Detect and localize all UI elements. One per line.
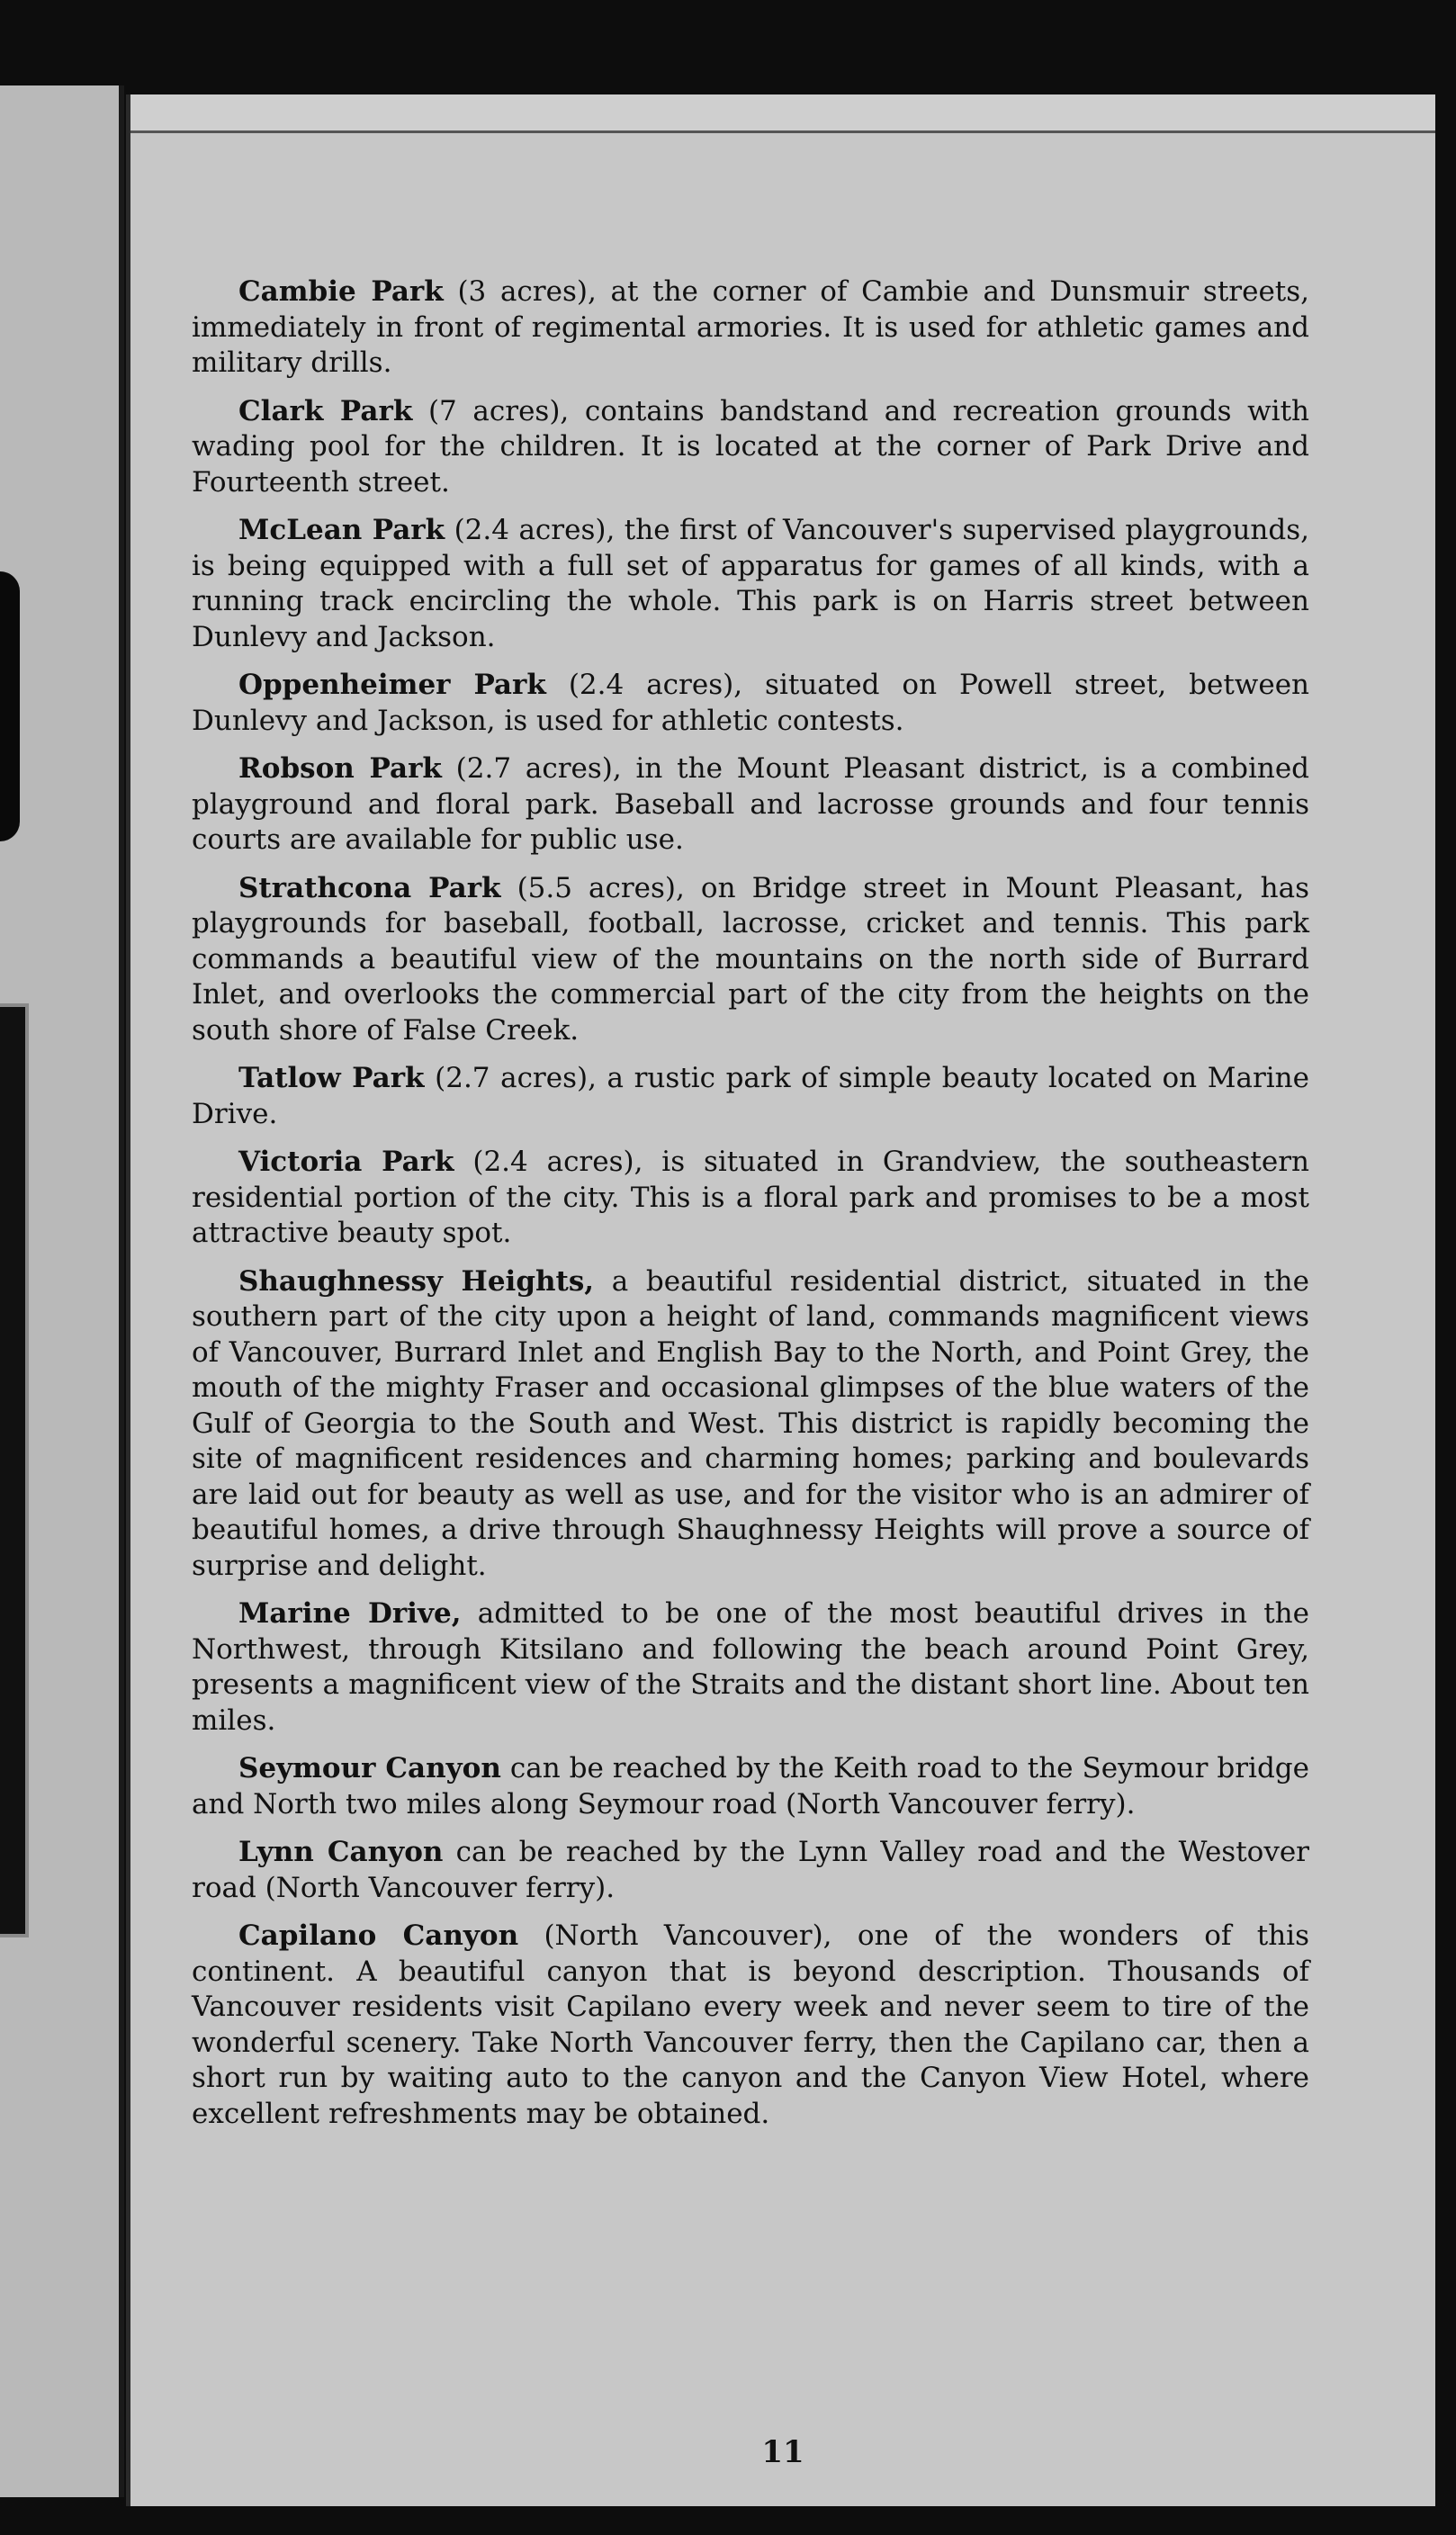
page-number: 11 — [761, 2434, 804, 2470]
paragraph-capilano-canyon — [192, 1919, 1309, 2132]
park-description: (2.7 acres), in the Mount Pleasant district, is a combined playground and floral park. Baseball and lacrosse grounds and four tennis courts are available for public use. — [192, 752, 1310, 856]
canyon-description: can be reached by the Lynn Valley road and the Westover road (North Vancouver ferry). — [192, 1836, 1309, 1904]
park-name: Clark Park — [238, 394, 413, 427]
park-description: (2.4 acres), is situated in Grandview, the southeastern residential portion of the city. This is a floral park and promises to be a most attractive beauty spot. — [192, 1146, 1309, 1249]
paragraph-clark-park — [192, 394, 1309, 501]
park-name: Strathcona Park — [238, 871, 501, 904]
paragraph-victoria-park — [192, 1145, 1309, 1252]
canyon-name: Capilano Canyon — [238, 1919, 519, 1952]
park-name: Cambie Park — [238, 275, 444, 308]
park-description: (3 acres), at the corner of Cambie and Dunsmuir streets, immediately in front of regimental armories. It is used for athletic games and military drills. — [192, 275, 1310, 379]
document-page — [126, 94, 1435, 2506]
district-description: a beautiful residential district, situated in the southern part of the city upon a height of land, commands magnificent views of Vancouver, Burrard Inlet and English Bay to the North, and Point Grey, the mouth of the mighty Fraser and occasional glimpses of the blue waters of the Gulf of Georgia to the South and West. This district is rapidly becoming the site of magnificent residences and charming homes; parking and boulevards are laid out for beauty as well as use, and for the visitor who is an admirer of beautiful homes, a drive through Shaughnessy Heights will prove a source of surprise and delight. — [192, 1264, 1309, 1582]
park-description: (5.5 acres), on Bridge street in Mount Pleasant, has playgrounds for baseball, football, lacrosse, cricket and tennis. This park commands a beautiful view of the mountains on the north side of Burrard Inlet, and overlooks the commercial part of the city from the heights on the south shore of False Creek. — [192, 871, 1309, 1047]
park-name: Tatlow Park — [238, 1062, 425, 1094]
paragraph-tatlow-park — [192, 1061, 1309, 1132]
paragraph-cambie-park — [192, 274, 1309, 382]
paragraph-marine-drive — [192, 1596, 1309, 1739]
park-name: Robson Park — [238, 752, 442, 785]
paragraph-seymour-canyon — [192, 1751, 1309, 1822]
drive-description: admitted to be one of the most beautiful drives in the Northwest, through Kitsilano and following the beach around Point Grey, presents a magnificent view of the Straits and the distant short line. About ten miles. — [192, 1597, 1309, 1737]
left-page-tab — [0, 1003, 29, 1937]
district-name: Shaughnessy Heights, — [238, 1264, 595, 1298]
left-page-mark — [0, 571, 20, 841]
park-description: (2.7 acres), a rustic park of simple beauty located on Marine Drive. — [192, 1062, 1309, 1130]
drive-name: Marine Drive, — [238, 1597, 462, 1630]
park-description: (7 acres), contains bandstand and recreation grounds with wading pool for the children. It is located at the corner of Park Drive and Fourteenth street. — [192, 394, 1310, 499]
canyon-name: Lynn Canyon — [238, 1836, 444, 1868]
park-name: Victoria Park — [238, 1146, 454, 1178]
paragraph-robson-park — [192, 751, 1309, 858]
paragraph-lynn-canyon — [192, 1835, 1309, 1906]
left-page-edge — [0, 85, 124, 2497]
park-description: (2.4 acres), situated on Powell street, between Dunlevy and Jackson, is used for athletic contests. — [192, 669, 1310, 737]
page-top-border — [130, 94, 1435, 133]
park-description: (2.4 acres), the first of Vancouver's supervised playgrounds, is being equipped with a full set of apparatus for games of all kinds, with a running track encircling the whole. This park is on Harris street between Dunlevy and Jackson. — [192, 514, 1309, 653]
canyon-description: can be reached by the Keith road to the Seymour bridge and North two miles along Seymour road (North Vancouver ferry). — [192, 1752, 1309, 1820]
canyon-name: Seymour Canyon — [238, 1752, 501, 1784]
paragraph-oppenheimer-park — [192, 668, 1309, 739]
paragraph-shaughnessy-heights — [192, 1264, 1309, 1585]
page-content — [192, 274, 1309, 2144]
park-name: McLean Park — [238, 514, 445, 546]
canyon-description: (North Vancouver), one of the wonders of this continent. A beautiful canyon that is beyond description. Thousands of Vancouver residents visit Capilano every week and never seem to tire of the wonderful scenery. Take North Vancouver ferry, then the Capilano car, then a short run by waiting auto to the canyon and the Canyon View Hotel, where excellent refreshments may be obtained. — [192, 1919, 1309, 2130]
paragraph-mclean-park — [192, 513, 1309, 655]
paragraph-strathcona-park — [192, 871, 1309, 1049]
park-name: Oppenheimer Park — [238, 669, 546, 701]
